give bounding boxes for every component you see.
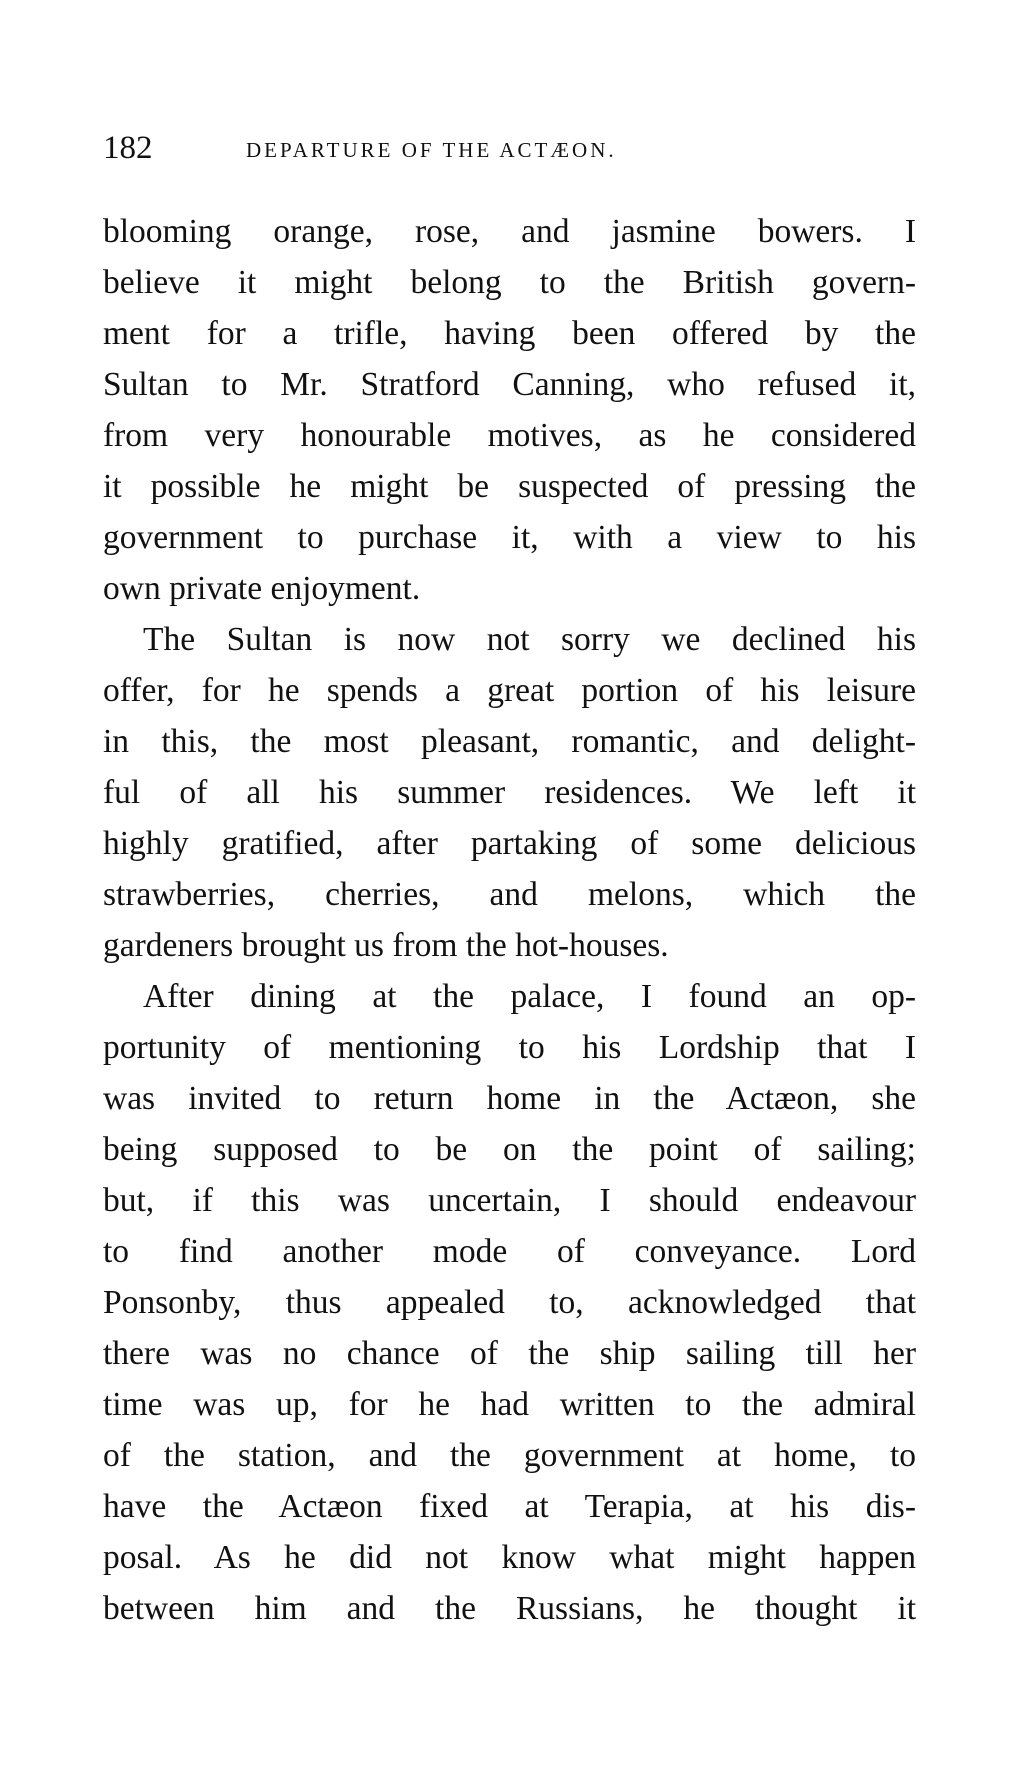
text-line: was invited to return home in the Actæon, she	[103, 1080, 916, 1117]
running-title: DEPARTURE OF THE ACTÆON.	[246, 138, 617, 162]
paragraph-start-line: After dining at the palace, I found an op-	[143, 978, 916, 1015]
text-line: there was no chance of the ship sailing till her	[103, 1335, 916, 1372]
text-line: government to purchase it, with a view to his	[103, 519, 916, 556]
paragraph-start-line: The Sultan is now not sorry we declined his	[143, 621, 916, 658]
text-line: ment for a trifle, having been offered by the	[103, 315, 916, 352]
text-line: Sultan to Mr. Stratford Canning, who refused it,	[103, 366, 916, 403]
text-line: strawberries, cherries, and melons, which the	[103, 876, 916, 913]
text-line: believe it might belong to the British govern-	[103, 264, 916, 301]
text-line: to find another mode of conveyance. Lord	[103, 1233, 916, 1270]
text-line: from very honourable motives, as he considered	[103, 417, 916, 454]
text-line: in this, the most pleasant, romantic, and delight-	[103, 723, 916, 760]
text-line: offer, for he spends a great portion of his leisure	[103, 672, 916, 709]
text-line: ful of all his summer residences. We left it	[103, 774, 916, 811]
text-line: posal. As he did not know what might happen	[103, 1539, 916, 1576]
text-line: blooming orange, rose, and jasmine bowers. I	[103, 213, 916, 250]
text-line: have the Actæon fixed at Terapia, at his dis-	[103, 1488, 916, 1525]
paragraph-end-line: gardeners brought us from the hot-houses.	[103, 927, 669, 964]
text-line: portunity of mentioning to his Lordship that I	[103, 1029, 916, 1066]
text-line: time was up, for he had written to the admiral	[103, 1386, 916, 1423]
text-line: it possible he might be suspected of pressing the	[103, 468, 916, 505]
text-line: highly gratified, after partaking of some delicious	[103, 825, 916, 862]
text-line: between him and the Russians, he thought it	[103, 1590, 916, 1627]
page-number: 182	[103, 130, 153, 166]
text-line: Ponsonby, thus appealed to, acknowledged that	[103, 1284, 916, 1321]
body-text	[103, 206, 916, 1634]
text-line: of the station, and the government at home, to	[103, 1437, 916, 1474]
running-head	[103, 128, 923, 178]
text-line: being supposed to be on the point of sailing;	[103, 1131, 916, 1168]
text-line: but, if this was uncertain, I should endeavour	[103, 1182, 916, 1219]
paragraph-end-line: own private enjoyment.	[103, 570, 421, 607]
